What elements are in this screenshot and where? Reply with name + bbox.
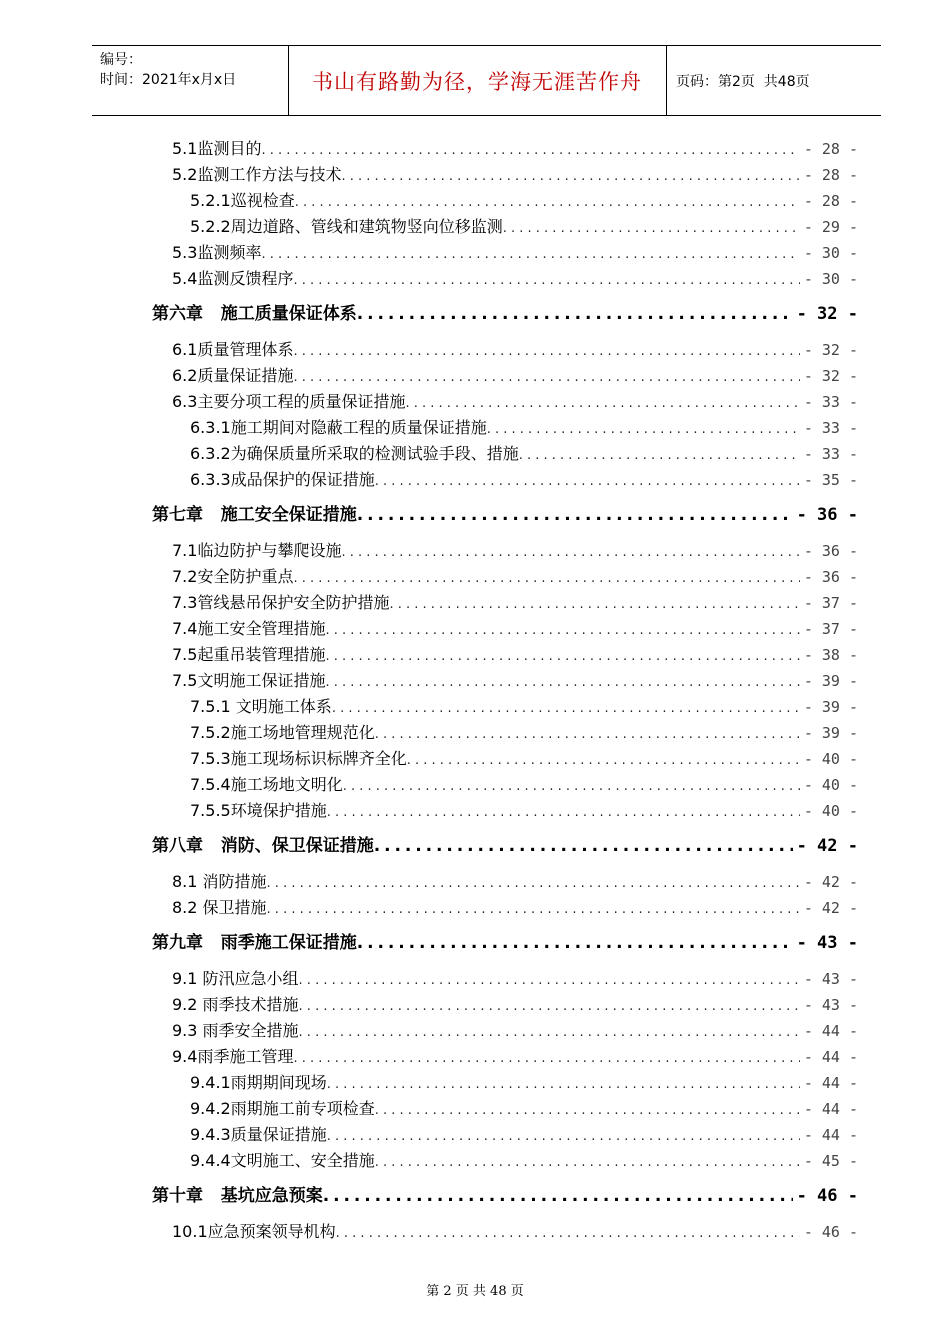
toc-entry-page: - 40 - [803, 802, 858, 820]
toc-entry-page: - 36 - [796, 505, 858, 525]
toc-dot-leader [389, 592, 799, 618]
toc-entry-title: 9.4.4文明施工、安全措施 [190, 1151, 375, 1170]
toc-dot-leader [299, 968, 800, 994]
toc-dot-leader [375, 1150, 800, 1176]
toc-entry-title: 6.3.3成品保护的保证措施 [190, 470, 375, 489]
toc-entry-title: 7.5.3施工现场标识标牌齐全化 [190, 749, 407, 768]
toc-dot-leader [336, 1221, 800, 1247]
toc-entry-title: 9.4雨季施工管理 [172, 1047, 294, 1066]
toc-entry-page: - 29 - [803, 218, 858, 236]
toc-dot-leader [267, 897, 800, 923]
toc-dot-leader [327, 800, 800, 826]
toc-section-entry[interactable] [190, 798, 858, 824]
toc-section-entry[interactable] [190, 694, 858, 720]
toc-entry-page: - 39 - [803, 698, 858, 716]
document-time: 时间：2021年x月x日 [100, 72, 237, 88]
toc-section-entry[interactable] [190, 188, 858, 214]
toc-dot-leader [503, 216, 800, 242]
toc-dot-leader [374, 833, 793, 859]
toc-entry-title: 6.2质量保证措施 [172, 366, 294, 385]
toc-entry-title: 5.4监测反馈程序 [172, 269, 294, 288]
toc-section-entry[interactable] [190, 720, 858, 746]
toc-dot-leader [267, 871, 800, 897]
toc-dot-leader [357, 930, 793, 956]
toc-entry-title: 10.1应急预案领导机构 [172, 1222, 336, 1241]
toc-chapter-entry[interactable] [152, 930, 858, 956]
toc-dot-leader [487, 417, 800, 443]
toc-chapter-entry[interactable] [152, 833, 858, 859]
toc-section-entry[interactable] [172, 1018, 858, 1044]
toc-dot-leader [325, 670, 799, 696]
toc-dot-leader [299, 994, 800, 1020]
toc-dot-leader [325, 618, 799, 644]
toc-dot-leader [293, 1046, 799, 1072]
toc-chapter-entry[interactable] [152, 301, 858, 327]
toc-section-entry[interactable] [172, 1044, 858, 1070]
toc-entry-title: 7.2安全防护重点 [172, 567, 294, 586]
toc-dot-leader [519, 443, 800, 469]
toc-section-entry[interactable] [190, 441, 858, 467]
toc-entry-title: 5.3监测频率 [172, 243, 262, 262]
toc-entry-title: 7.1临边防护与攀爬设施 [172, 541, 342, 560]
toc-dot-leader [293, 566, 799, 592]
toc-entry-title: 9.4.2雨期施工前专项检查 [190, 1099, 375, 1118]
toc-dot-leader [343, 774, 800, 800]
toc-entry-page: - 33 - [803, 445, 858, 463]
toc-dot-leader [332, 696, 800, 722]
toc-section-entry[interactable] [190, 214, 858, 240]
toc-entry-title: 9.4.1雨期期间现场 [190, 1073, 327, 1092]
header-page-indicator: 页码：第2页 共48页 [676, 73, 810, 90]
toc-entry-title: 6.1质量管理体系 [172, 340, 294, 359]
toc-section-entry[interactable] [190, 415, 858, 441]
page-header [92, 45, 881, 116]
toc-section-entry[interactable] [172, 266, 858, 292]
toc-section-entry[interactable] [172, 564, 858, 590]
header-motto: 书山有路勤为径，学海无涯苦作舟 [312, 69, 642, 94]
toc-dot-leader [341, 164, 799, 190]
toc-section-entry[interactable] [172, 590, 858, 616]
toc-entry-title: 7.5.4施工场地文明化 [190, 775, 343, 794]
toc-entry-page: - 39 - [803, 672, 858, 690]
header-divider-right [666, 46, 667, 115]
toc-entry-title: 9.4.3质量保证措施 [190, 1125, 327, 1144]
toc-dot-leader [357, 301, 793, 327]
toc-entry-page: - 28 - [803, 140, 858, 158]
toc-dot-leader [375, 722, 800, 748]
toc-dot-leader [293, 365, 799, 391]
toc-chapter-entry[interactable] [152, 1183, 858, 1209]
toc-section-entry[interactable] [172, 136, 858, 162]
toc-section-entry[interactable] [190, 1148, 858, 1174]
toc-dot-leader [327, 1072, 800, 1098]
toc-section-entry[interactable] [172, 869, 858, 895]
toc-entry-title: 6.3.1施工期间对隐蔽工程的质量保证措施 [190, 418, 487, 437]
toc-entry-page: - 30 - [803, 270, 858, 288]
toc-entry-page: - 28 - [803, 192, 858, 210]
toc-entry-page: - 40 - [803, 750, 858, 768]
toc-section-entry[interactable] [172, 642, 858, 668]
toc-entry-page: - 40 - [803, 776, 858, 794]
toc-entry-title: 9.2 雨季技术措施 [172, 995, 299, 1014]
toc-dot-leader [357, 502, 793, 528]
toc-entry-page: - 32 - [796, 304, 858, 324]
toc-entry-page: - 44 - [803, 1074, 858, 1092]
toc-entry-page: - 36 - [803, 542, 858, 560]
toc-section-entry[interactable] [172, 240, 858, 266]
toc-section-entry[interactable] [190, 746, 858, 772]
toc-section-entry[interactable] [172, 966, 858, 992]
toc-section-entry[interactable] [172, 363, 858, 389]
toc-section-entry[interactable] [190, 1096, 858, 1122]
page-footer: 第 2 页 共 48 页 [426, 1284, 524, 1299]
toc-entry-title: 7.5.2施工场地管理规范化 [190, 723, 375, 742]
toc-entry-page: - 38 - [803, 646, 858, 664]
toc-entry-page: - 37 - [803, 594, 858, 612]
toc-entry-page: - 28 - [803, 166, 858, 184]
toc-entry-page: - 43 - [803, 996, 858, 1014]
toc-entry-title: 5.2监测工作方法与技术 [172, 165, 342, 184]
toc-entry-title: 7.5起重吊装管理措施 [172, 645, 326, 664]
toc-dot-leader [295, 190, 800, 216]
toc-entry-page: - 32 - [803, 367, 858, 385]
toc-section-entry[interactable] [190, 1070, 858, 1096]
toc-entry-page: - 42 - [803, 899, 858, 917]
header-meta [100, 50, 236, 90]
toc-entry-title: 第六章 施工质量保证体系 [152, 304, 357, 324]
toc-entry-page: - 44 - [803, 1022, 858, 1040]
toc-dot-leader [327, 1124, 800, 1150]
toc-section-entry[interactable] [190, 772, 858, 798]
toc-dot-leader [323, 1183, 793, 1209]
toc-entry-title: 第十章 基坑应急预案 [152, 1186, 323, 1206]
toc-section-entry[interactable] [172, 389, 858, 415]
toc-entry-title: 5.2.1巡视检查 [190, 191, 295, 210]
toc-entry-page: - 36 - [803, 568, 858, 586]
document-number-label: 编号： [100, 52, 142, 68]
toc-section-entry[interactable] [172, 895, 858, 921]
toc-entry-page: - 32 - [803, 341, 858, 359]
toc-entry-page: - 44 - [803, 1100, 858, 1118]
toc-entry-page: - 44 - [803, 1126, 858, 1144]
toc-entry-title: 5.1监测目的 [172, 139, 262, 158]
toc-entry-title: 6.3.2为确保质量所采取的检测试验手段、措施 [190, 444, 519, 463]
toc-dot-leader [341, 540, 799, 566]
toc-entry-page: - 46 - [796, 1186, 858, 1206]
toc-section-entry[interactable] [172, 668, 858, 694]
toc-entry-page: - 30 - [803, 244, 858, 262]
toc-entry-page: - 37 - [803, 620, 858, 638]
toc-section-entry[interactable] [190, 1122, 858, 1148]
toc-section-entry[interactable] [172, 1219, 858, 1245]
toc-section-entry[interactable] [172, 992, 858, 1018]
toc-entry-title: 7.5.5环境保护措施 [190, 801, 327, 820]
toc-entry-title: 第九章 雨季施工保证措施 [152, 933, 357, 953]
toc-entry-title: 7.5文明施工保证措施 [172, 671, 326, 690]
toc-dot-leader [261, 138, 799, 164]
toc-dot-leader [293, 339, 799, 365]
toc-dot-leader [325, 644, 799, 670]
toc-section-entry[interactable] [172, 616, 858, 642]
toc-section-entry[interactable] [172, 337, 858, 363]
toc-entry-page: - 45 - [803, 1152, 858, 1170]
toc-entry-title: 9.3 雨季安全措施 [172, 1021, 299, 1040]
toc-entry-title: 7.5.1 文明施工体系 [190, 697, 332, 716]
toc-entry-page: - 43 - [796, 933, 858, 953]
toc-entry-title: 8.1 消防措施 [172, 872, 267, 891]
toc-section-entry[interactable] [190, 467, 858, 493]
toc-dot-leader [375, 469, 800, 495]
toc-entry-page: - 33 - [803, 419, 858, 437]
toc-entry-title: 7.4施工安全管理措施 [172, 619, 326, 638]
toc-section-entry[interactable] [172, 162, 858, 188]
toc-entry-page: - 43 - [803, 970, 858, 988]
toc-entry-page: - 33 - [803, 393, 858, 411]
toc-entry-page: - 42 - [796, 836, 858, 856]
toc-entry-page: - 39 - [803, 724, 858, 742]
toc-entry-title: 7.3管线悬吊保护安全防护措施 [172, 593, 390, 612]
toc-dot-leader [299, 1020, 800, 1046]
toc-dot-leader [261, 242, 799, 268]
toc-entry-page: - 35 - [803, 471, 858, 489]
toc-section-entry[interactable] [172, 538, 858, 564]
toc-entry-title: 第八章 消防、保卫保证措施 [152, 836, 374, 856]
toc-chapter-entry[interactable] [152, 502, 858, 528]
toc-entry-title: 8.2 保卫措施 [172, 898, 267, 917]
toc-dot-leader [407, 748, 800, 774]
toc-dot-leader [293, 268, 799, 294]
toc-entry-page: - 46 - [803, 1223, 858, 1241]
toc-entry-page: - 42 - [803, 873, 858, 891]
toc-entry-title: 6.3主要分项工程的质量保证措施 [172, 392, 406, 411]
toc-entry-title: 9.1 防汛应急小组 [172, 969, 299, 988]
toc-dot-leader [375, 1098, 800, 1124]
toc-entry-title: 5.2.2周边道路、管线和建筑物竖向位移监测 [190, 217, 503, 236]
toc-entry-page: - 44 - [803, 1048, 858, 1066]
toc-entry-title: 第七章 施工安全保证措施 [152, 505, 357, 525]
toc-dot-leader [405, 391, 799, 417]
